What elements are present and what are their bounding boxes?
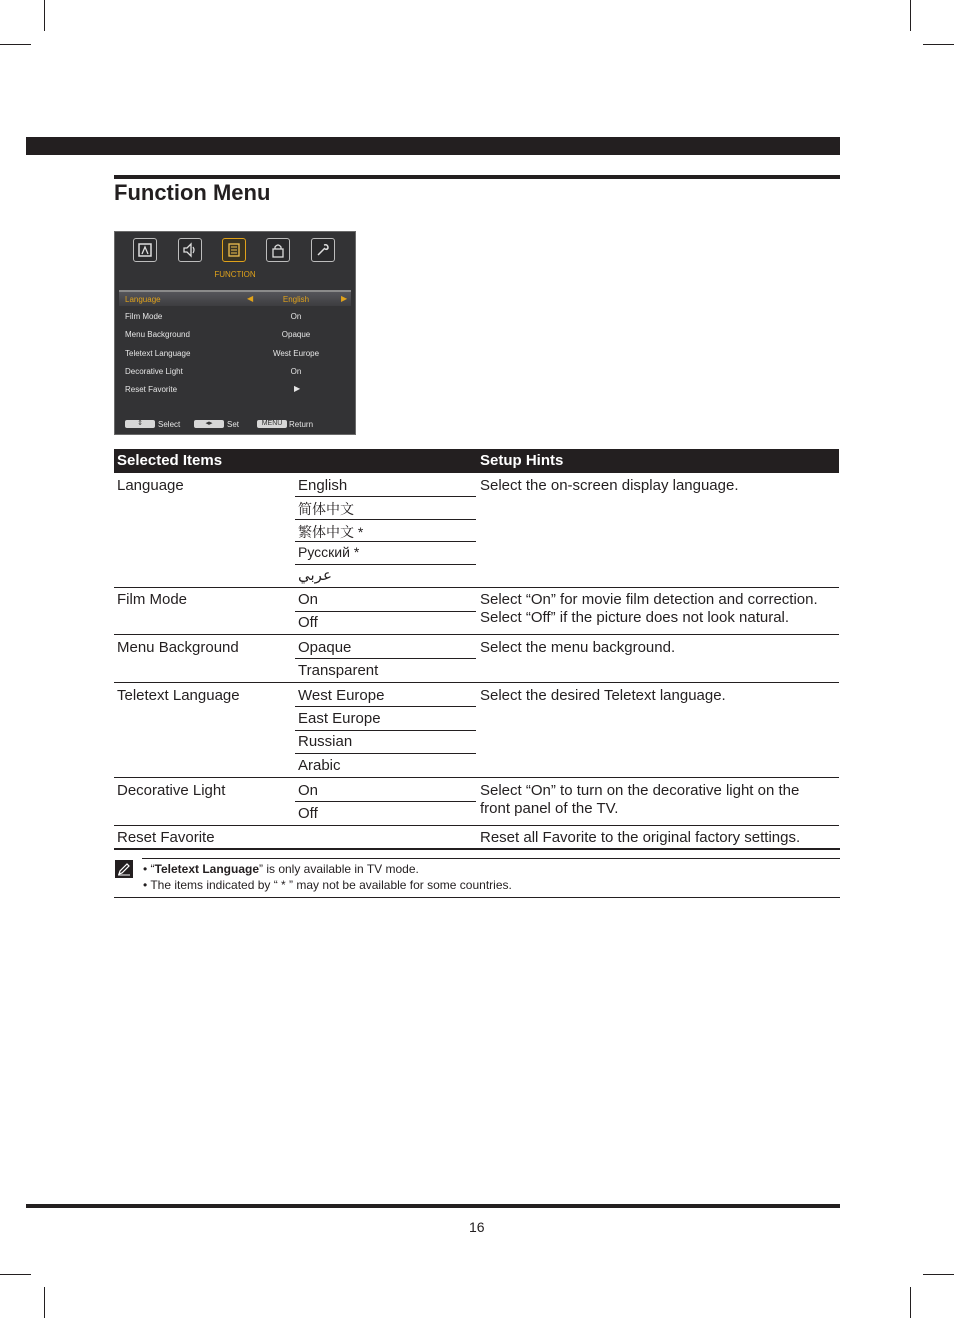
note-teletext: • “Teletext Language” is only available in TV mode.: [143, 862, 419, 876]
option-on: On: [298, 782, 319, 799]
option-off: Off: [298, 614, 318, 631]
osd-row-value: On: [290, 367, 302, 376]
hint-decorative-light-2: front panel of the TV.: [480, 800, 619, 817]
divider: [295, 730, 476, 731]
note-bold-term: Teletext Language: [154, 862, 259, 876]
page-number: 16: [469, 1219, 485, 1235]
option-off: Off: [298, 805, 318, 822]
option-opaque: Opaque: [298, 639, 352, 656]
row-divider: [114, 777, 839, 778]
footer-return-label: Return: [289, 420, 314, 429]
option-russian-teletext: Russian: [298, 733, 353, 750]
osd-row-label: Film Mode: [125, 312, 163, 321]
item-film-mode: Film Mode: [117, 591, 188, 608]
divider: [295, 706, 476, 707]
hint-menu-background: Select the menu background.: [480, 639, 676, 656]
option-traditional-chinese: 繁体中文 *: [298, 524, 364, 540]
osd-row-value: Opaque: [281, 330, 311, 339]
note-pencil-icon: [115, 860, 133, 878]
osd-row-menu-background[interactable]: [119, 327, 351, 341]
osd-footer: [125, 420, 345, 432]
header-setup-hints: Setup Hints: [480, 452, 564, 469]
divider: [295, 496, 476, 497]
page-title: Function Menu: [114, 180, 271, 205]
crop-mark: [0, 44, 31, 45]
hint-film-mode-2: Select “Off” if the picture does not look natural.: [480, 609, 790, 626]
option-east-europe: East Europe: [298, 710, 381, 727]
option-arabic-teletext: Arabic: [298, 757, 341, 774]
osd-row-teletext-language[interactable]: [119, 346, 351, 360]
osd-row-film-mode[interactable]: [119, 309, 351, 323]
left-arrow-icon[interactable]: ◀: [247, 294, 254, 303]
osd-row-label: Menu Background: [125, 330, 190, 339]
item-teletext-language: Teletext Language: [117, 687, 240, 704]
right-arrow-icon[interactable]: ▶: [341, 294, 348, 303]
crop-mark: [44, 0, 45, 31]
row-divider: [114, 682, 839, 683]
footer-select-label: Select: [158, 420, 181, 429]
osd-row-language[interactable]: [119, 290, 351, 306]
function-icon[interactable]: [222, 238, 246, 262]
crop-mark: [910, 1287, 911, 1318]
setup-icon[interactable]: [311, 238, 335, 262]
header-selected-items: Selected Items: [117, 452, 223, 469]
option-russian: Русский *: [298, 544, 360, 560]
up-down-key-icon: ⇕: [125, 420, 155, 428]
osd-row-decorative-light[interactable]: [119, 364, 351, 378]
row-divider: [114, 825, 839, 826]
divider: [295, 564, 476, 565]
option-english: English: [298, 477, 348, 494]
title-rule: [114, 175, 840, 179]
option-simplified-chinese: 简体中文: [298, 501, 354, 517]
note-availability: • The items indicated by “ * ” may not be available for some countries.: [143, 878, 512, 892]
note-rule: [114, 897, 840, 898]
divider: [295, 753, 476, 754]
menu-key: MENU: [257, 420, 287, 428]
sound-icon[interactable]: [178, 238, 202, 262]
osd-row-label: Teletext Language: [125, 349, 191, 358]
divider: [295, 519, 476, 520]
item-language: Language: [117, 477, 184, 494]
crop-mark: [0, 1274, 31, 1275]
divider: [295, 541, 476, 542]
note-rule: [114, 848, 840, 850]
osd-row-label: Decorative Light: [125, 367, 183, 376]
footer-set-label: Set: [227, 420, 240, 429]
hint-decorative-light-1: Select “On” to turn on the decorative light on the: [480, 782, 800, 799]
note-rule: [142, 858, 840, 859]
option-on: On: [298, 591, 319, 608]
divider: [295, 611, 476, 612]
row-divider: [114, 634, 839, 635]
option-transparent: Transparent: [298, 662, 379, 679]
crop-mark: [44, 1287, 45, 1318]
note-text: The items indicated by “ * ” may not be available for some countries.: [150, 878, 512, 892]
right-arrow-icon[interactable]: ▶: [294, 384, 301, 393]
left-right-key-icon: ◂▸: [194, 420, 224, 428]
item-menu-background: Menu Background: [117, 639, 239, 656]
osd-heading: FUNCTION: [214, 270, 256, 279]
hint-film-mode-1: Select “On” for movie film detection and correction.: [480, 591, 818, 608]
crop-mark: [923, 1274, 954, 1275]
osd-menu: [114, 231, 356, 435]
divider: [295, 658, 476, 659]
osd-row-label: Language: [125, 295, 161, 304]
hint-teletext-language: Select the desired Teletext language.: [480, 687, 726, 704]
header-bar: [26, 137, 840, 155]
osd-row-label: Reset Favorite: [125, 385, 178, 394]
osd-row-reset-favorite[interactable]: [119, 382, 351, 396]
note-text: ” is only available in TV mode.: [259, 862, 419, 876]
hint-language: Select the on-screen display language.: [480, 477, 739, 494]
option-west-europe: West Europe: [298, 687, 385, 704]
option-arabic: عربي: [298, 567, 332, 584]
footer-rule: [26, 1204, 840, 1208]
osd-row-value: English: [282, 295, 310, 304]
lock-icon[interactable]: [266, 238, 290, 262]
picture-icon[interactable]: [133, 238, 157, 262]
item-reset-favorite: Reset Favorite: [117, 829, 215, 846]
row-divider: [114, 587, 839, 588]
hint-reset-favorite: Reset all Favorite to the original factory settings.: [480, 829, 801, 846]
osd-row-value: On: [290, 312, 302, 321]
item-decorative-light: Decorative Light: [117, 782, 226, 799]
osd-row-value: West Europe: [272, 349, 320, 358]
crop-mark: [910, 0, 911, 31]
table-header: [114, 449, 839, 473]
crop-mark: [923, 44, 954, 45]
divider: [295, 801, 476, 802]
